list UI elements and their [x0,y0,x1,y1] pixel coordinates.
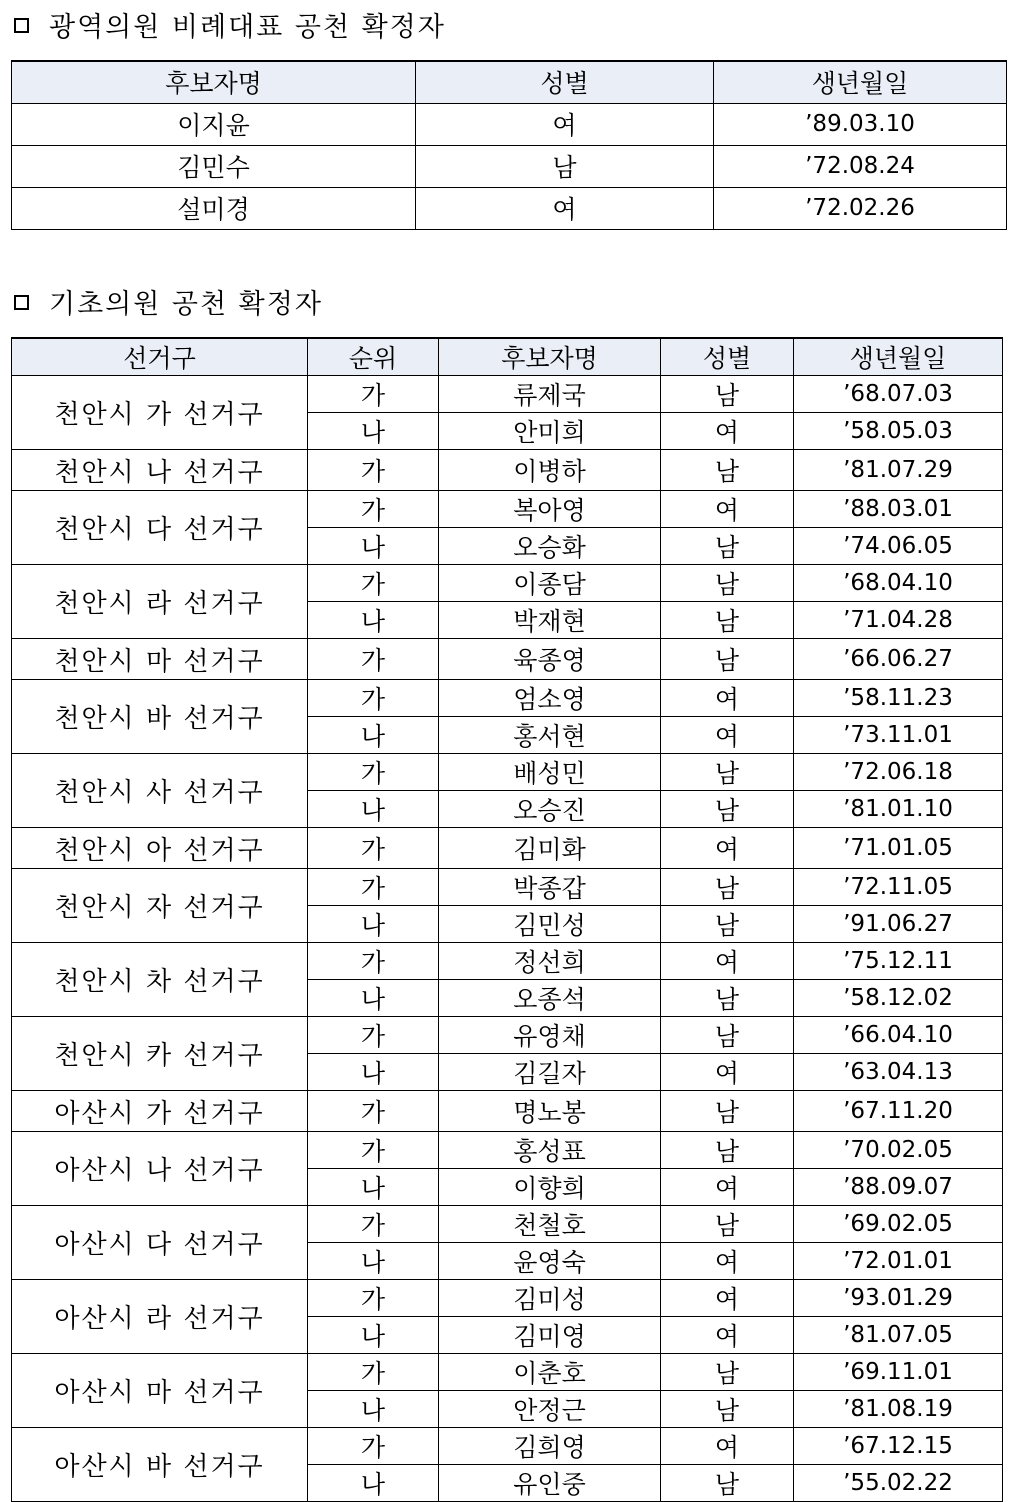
candidate-birth: ’75.12.11 [794,943,1003,980]
candidate-gender: 남 [661,791,794,828]
table-row [12,1428,1003,1465]
candidate-gender: 남 [416,145,714,187]
candidate-birth: ’88.09.07 [794,1169,1003,1206]
candidate-name: 설미경 [12,187,416,229]
candidate-gender: 남 [661,980,794,1017]
table-row [12,869,1003,906]
district-name: 아산시 바 선거구 [12,1428,308,1502]
candidate-birth: ’72.01.01 [794,1243,1003,1280]
candidate-gender: 남 [661,1091,794,1132]
candidate-rank: 나 [308,791,439,828]
candidate-name: 이춘호 [439,1354,661,1391]
candidate-birth: ’66.04.10 [794,1017,1003,1054]
candidate-birth: ’93.01.29 [794,1280,1003,1317]
candidate-birth: ’58.05.03 [794,413,1003,450]
candidate-name: 김길자 [439,1054,661,1091]
candidate-rank: 가 [308,376,439,413]
candidate-gender: 남 [661,565,794,602]
district-name: 아산시 나 선거구 [12,1132,308,1206]
candidate-name: 배성민 [439,754,661,791]
candidate-gender: 남 [661,602,794,639]
candidate-gender: 여 [416,103,714,145]
candidate-name: 홍서현 [439,717,661,754]
table-row [12,1091,1003,1132]
candidate-name: 이지윤 [12,103,416,145]
candidate-birth: ’81.07.29 [794,450,1003,491]
candidate-rank: 가 [308,491,439,528]
candidate-birth: ’91.06.27 [794,906,1003,943]
candidate-gender: 여 [661,1243,794,1280]
candidate-name: 오종석 [439,980,661,1017]
district-name: 천안시 다 선거구 [12,491,308,565]
candidate-name: 이병하 [439,450,661,491]
candidate-gender: 남 [661,450,794,491]
candidate-name: 육종영 [439,639,661,680]
candidate-name: 오승화 [439,528,661,565]
table-header-row [12,61,1007,103]
candidate-gender: 여 [661,491,794,528]
candidate-birth: ’72.02.26 [714,187,1007,229]
candidate-name: 명노봉 [439,1091,661,1132]
candidate-rank: 나 [308,413,439,450]
candidate-name: 오승진 [439,791,661,828]
candidate-rank: 가 [308,450,439,491]
table-header-row [12,338,1003,376]
candidate-birth: ’63.04.13 [794,1054,1003,1091]
district-name: 천안시 라 선거구 [12,565,308,639]
table-row [12,1206,1003,1243]
table-row [12,1017,1003,1054]
candidate-name: 정선희 [439,943,661,980]
candidate-birth: ’81.01.10 [794,791,1003,828]
candidate-birth: ’74.06.05 [794,528,1003,565]
candidate-name: 이종담 [439,565,661,602]
candidate-rank: 가 [308,565,439,602]
candidate-birth: ’67.11.20 [794,1091,1003,1132]
district-name: 천안시 바 선거구 [12,680,308,754]
table-row [12,145,1007,187]
candidate-rank: 가 [308,869,439,906]
table-row [12,491,1003,528]
candidate-birth: ’68.07.03 [794,376,1003,413]
candidate-gender: 여 [661,717,794,754]
candidate-birth: ’72.11.05 [794,869,1003,906]
candidate-rank: 가 [308,1017,439,1054]
candidate-name: 유인중 [439,1465,661,1502]
table-row [12,450,1003,491]
header-gender: 성별 [661,338,794,376]
section1-title-text: 광역의원 비례대표 공천 확정자 [49,12,446,43]
district-name: 천안시 가 선거구 [12,376,308,450]
candidate-name: 김미영 [439,1317,661,1354]
candidate-rank: 나 [308,1054,439,1091]
district-name: 천안시 자 선거구 [12,869,308,943]
table-row [12,754,1003,791]
candidate-birth: ’66.06.27 [794,639,1003,680]
candidate-gender: 남 [661,1132,794,1169]
candidate-gender: 남 [661,1017,794,1054]
district-name: 천안시 사 선거구 [12,754,308,828]
table-row [12,103,1007,145]
section2-title-text: 기초의원 공천 확정자 [49,289,323,320]
candidate-name: 김희영 [439,1428,661,1465]
proportional-candidates-table [11,60,1007,230]
table-row [12,680,1003,717]
candidate-birth: ’72.06.18 [794,754,1003,791]
candidate-birth: ’69.11.01 [794,1354,1003,1391]
candidate-gender: 남 [661,376,794,413]
table-row [12,376,1003,413]
candidate-gender: 여 [661,413,794,450]
district-name: 아산시 다 선거구 [12,1206,308,1280]
candidate-name: 윤영숙 [439,1243,661,1280]
table-row [12,639,1003,680]
candidate-gender: 남 [661,528,794,565]
candidate-gender: 여 [661,1169,794,1206]
candidate-rank: 가 [308,1091,439,1132]
candidate-birth: ’55.02.22 [794,1465,1003,1502]
candidate-rank: 나 [308,602,439,639]
candidate-rank: 나 [308,528,439,565]
candidate-gender: 남 [661,869,794,906]
candidate-gender: 여 [416,187,714,229]
candidate-name: 천철호 [439,1206,661,1243]
table-row [12,943,1003,980]
candidate-gender: 남 [661,1206,794,1243]
district-name: 천안시 차 선거구 [12,943,308,1017]
district-name: 아산시 라 선거구 [12,1280,308,1354]
candidate-birth: ’81.08.19 [794,1391,1003,1428]
checkbox-square-icon [14,18,29,33]
candidate-gender: 여 [661,680,794,717]
candidate-rank: 가 [308,680,439,717]
header-birth: 생년월일 [714,61,1007,103]
candidate-gender: 여 [661,1317,794,1354]
district-name: 아산시 가 선거구 [12,1091,308,1132]
section1-title [14,10,446,46]
table-row [12,1280,1003,1317]
candidate-birth: ’68.04.10 [794,565,1003,602]
header-district: 선거구 [12,338,308,376]
header-rank: 순위 [308,338,439,376]
candidate-rank: 가 [308,1428,439,1465]
table-row [12,828,1003,869]
candidate-rank: 가 [308,754,439,791]
candidate-gender: 여 [661,828,794,869]
header-gender: 성별 [416,61,714,103]
table-row [12,565,1003,602]
candidate-rank: 가 [308,1280,439,1317]
district-name: 천안시 나 선거구 [12,450,308,491]
candidate-gender: 여 [661,1428,794,1465]
candidate-birth: ’58.12.02 [794,980,1003,1017]
candidate-rank: 나 [308,1317,439,1354]
candidate-name: 유영채 [439,1017,661,1054]
candidate-gender: 남 [661,1465,794,1502]
candidate-rank: 나 [308,1243,439,1280]
header-birth: 생년월일 [794,338,1003,376]
candidate-name: 김민수 [12,145,416,187]
candidate-name: 김미성 [439,1280,661,1317]
candidate-birth: ’81.07.05 [794,1317,1003,1354]
candidate-gender: 남 [661,639,794,680]
candidate-birth: ’71.01.05 [794,828,1003,869]
candidate-name: 박재현 [439,602,661,639]
candidate-birth: ’73.11.01 [794,717,1003,754]
candidate-birth: ’67.12.15 [794,1428,1003,1465]
candidate-gender: 여 [661,1280,794,1317]
candidate-birth: ’88.03.01 [794,491,1003,528]
candidate-gender: 남 [661,1354,794,1391]
candidate-rank: 가 [308,828,439,869]
candidate-birth: ’89.03.10 [714,103,1007,145]
section2-title [14,287,323,323]
candidate-rank: 가 [308,1132,439,1169]
candidate-rank: 나 [308,980,439,1017]
candidate-birth: ’70.02.05 [794,1132,1003,1169]
candidate-rank: 나 [308,717,439,754]
candidate-name: 홍성표 [439,1132,661,1169]
candidate-name: 안정근 [439,1391,661,1428]
candidate-birth: ’72.08.24 [714,145,1007,187]
candidate-birth: ’69.02.05 [794,1206,1003,1243]
district-name: 천안시 마 선거구 [12,639,308,680]
candidate-name: 김민성 [439,906,661,943]
candidate-rank: 나 [308,1169,439,1206]
checkbox-square-icon [14,295,29,310]
candidate-gender: 여 [661,943,794,980]
candidate-gender: 남 [661,906,794,943]
district-name: 천안시 아 선거구 [12,828,308,869]
candidate-rank: 가 [308,1206,439,1243]
candidate-gender: 남 [661,1391,794,1428]
candidate-name: 류제국 [439,376,661,413]
candidate-name: 이향희 [439,1169,661,1206]
candidate-rank: 나 [308,906,439,943]
candidate-name: 엄소영 [439,680,661,717]
header-name: 후보자명 [439,338,661,376]
header-name: 후보자명 [12,61,416,103]
candidate-name: 김미화 [439,828,661,869]
district-name: 천안시 카 선거구 [12,1017,308,1091]
candidate-name: 박종갑 [439,869,661,906]
table-row [12,1132,1003,1169]
candidate-birth: ’58.11.23 [794,680,1003,717]
candidate-name: 복아영 [439,491,661,528]
candidate-rank: 가 [308,943,439,980]
candidate-rank: 가 [308,1354,439,1391]
candidate-birth: ’71.04.28 [794,602,1003,639]
district-name: 아산시 마 선거구 [12,1354,308,1428]
candidate-gender: 남 [661,754,794,791]
candidate-gender: 여 [661,1054,794,1091]
table-row [12,1354,1003,1391]
table-row [12,187,1007,229]
candidate-rank: 나 [308,1465,439,1502]
candidate-rank: 나 [308,1391,439,1428]
local-candidates-table [11,337,1003,1502]
candidate-rank: 가 [308,639,439,680]
candidate-name: 안미희 [439,413,661,450]
